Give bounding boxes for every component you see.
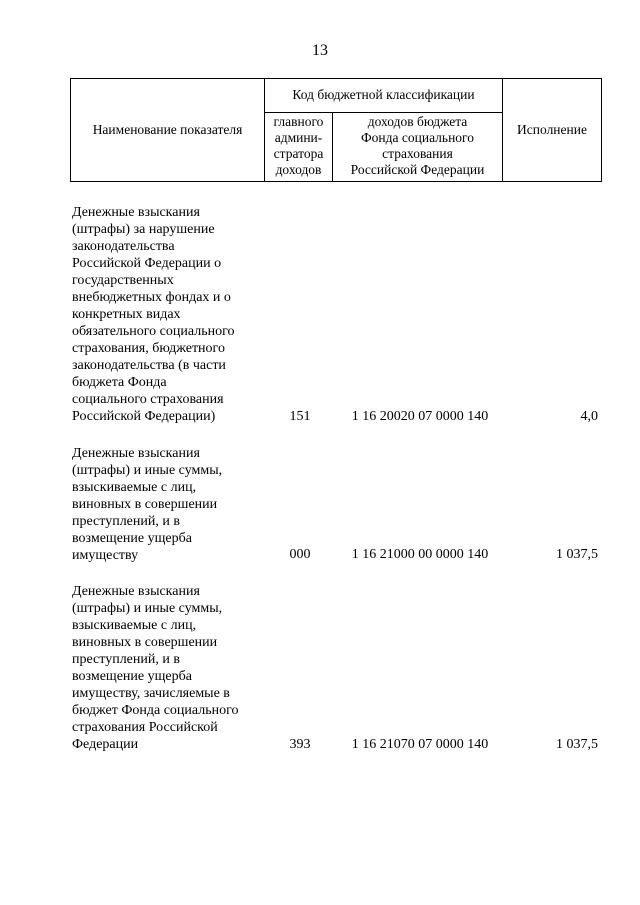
header-top-border (70, 78, 602, 79)
row-indicator-name: Денежные взыскания (штрафы) и иные суммы, взыскиваемые с лиц, виновных в совершении преступлений, и в возмещение ущерба имуществу (72, 446, 223, 563)
row-execution-value: 1 037,5 (556, 737, 598, 752)
row-budget-code: 1 16 21070 07 0000 140 (351, 737, 489, 752)
row-indicator-name: Денежные взыскания (штрафы) за нарушение законодательства Российской Федерации о государственных внебюджетных фондах и о конкретных видах обязательного социального страхования, бюджетного законодательства (в части бюджета Фонда социального страхования Российской Федерации) (72, 205, 235, 424)
row-admin-code: 000 (289, 547, 311, 562)
header-fund-revenues: доходов бюджета Фонда социального страхования Российской Федерации (350, 114, 485, 177)
row-execution-value: 4,0 (580, 409, 598, 424)
row-indicator-name: Денежные взыскания (штрафы) и иные суммы, взыскиваемые с лиц, виновных в совершении преступлений, и в возмещение ущерба имуществу, зачисляемые в бюджет Фонда социального страхования Российской Федерации (72, 584, 239, 752)
row-admin-code: 393 (289, 737, 311, 752)
header-indicator-name: Наименование показателя (92, 122, 243, 137)
page-number: 13 (312, 42, 328, 59)
row-execution-value: 1 037,5 (556, 547, 598, 562)
table-header (70, 78, 602, 182)
header-execution: Исполнение (517, 122, 587, 137)
row-budget-code: 1 16 21000 00 0000 140 (351, 547, 489, 562)
header-subdivider (264, 112, 502, 113)
header-right-border (601, 78, 602, 182)
row-budget-code: 1 16 20020 07 0000 140 (351, 409, 489, 424)
header-budget-code: Код бюджетной классификации (292, 87, 475, 102)
header-chief-admin: главного админи- стратора доходов (273, 114, 324, 177)
row-admin-code: 151 (289, 409, 311, 424)
header-bottom-border (70, 181, 602, 182)
